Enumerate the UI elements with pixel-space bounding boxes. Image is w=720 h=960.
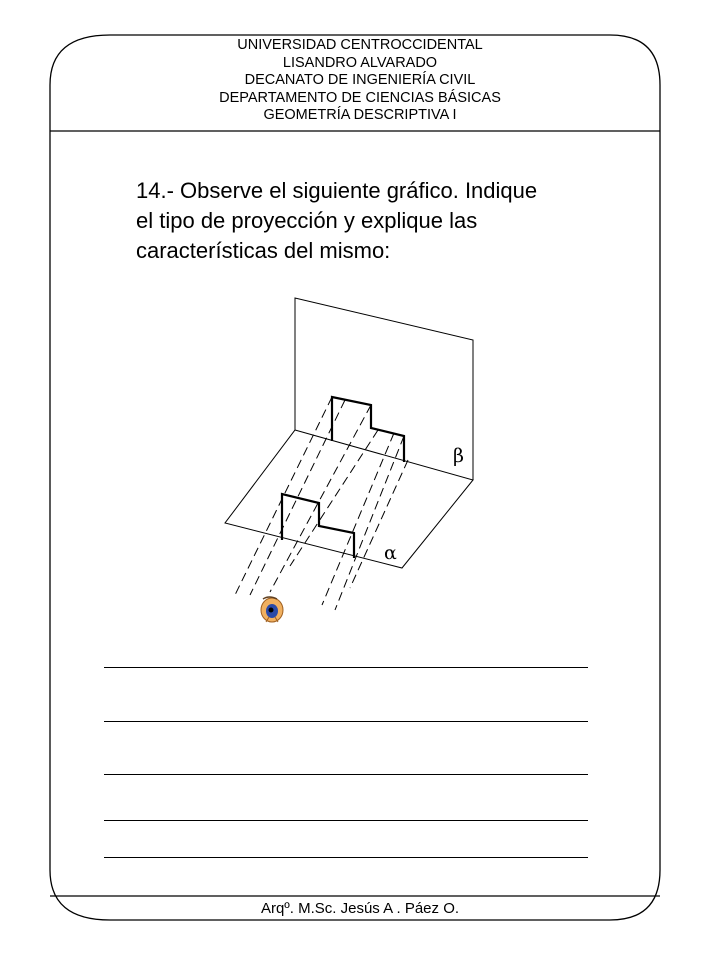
horizontal-plane [225,430,473,568]
eye-icon [257,593,287,625]
answer-line[interactable] [104,820,588,821]
header-department: DEPARTAMENTO DE CIENCIAS BÁSICAS [219,89,501,106]
footer-author: Arqº. M.Sc. Jesús A . Páez O. [260,900,460,917]
answer-line[interactable] [104,774,588,775]
horizontal-projection-shape [282,494,354,558]
header-campus: LISANDRO ALVARADO [282,54,438,71]
answer-line[interactable] [104,857,588,858]
question-line: 14.- Observe el siguiente gráfico. Indique [136,178,538,203]
header-university: UNIVERSIDAD CENTROCCIDENTAL [237,37,483,53]
question-line: características del mismo: [136,238,391,263]
question-line: el tipo de proyección y explique las [136,208,478,233]
answer-line[interactable] [104,667,588,668]
vertical-projection-shape [332,397,404,462]
alpha-label: α [384,542,397,564]
header-course: GEOMETRÍA DESCRIPTIVA I [263,107,457,123]
header-faculty: DECANATO DE INGENIERÍA CIVIL [244,72,476,88]
answer-line[interactable] [104,721,588,722]
vertical-plane [295,298,473,480]
beta-label: β [453,445,464,467]
projection-rays [234,397,408,610]
